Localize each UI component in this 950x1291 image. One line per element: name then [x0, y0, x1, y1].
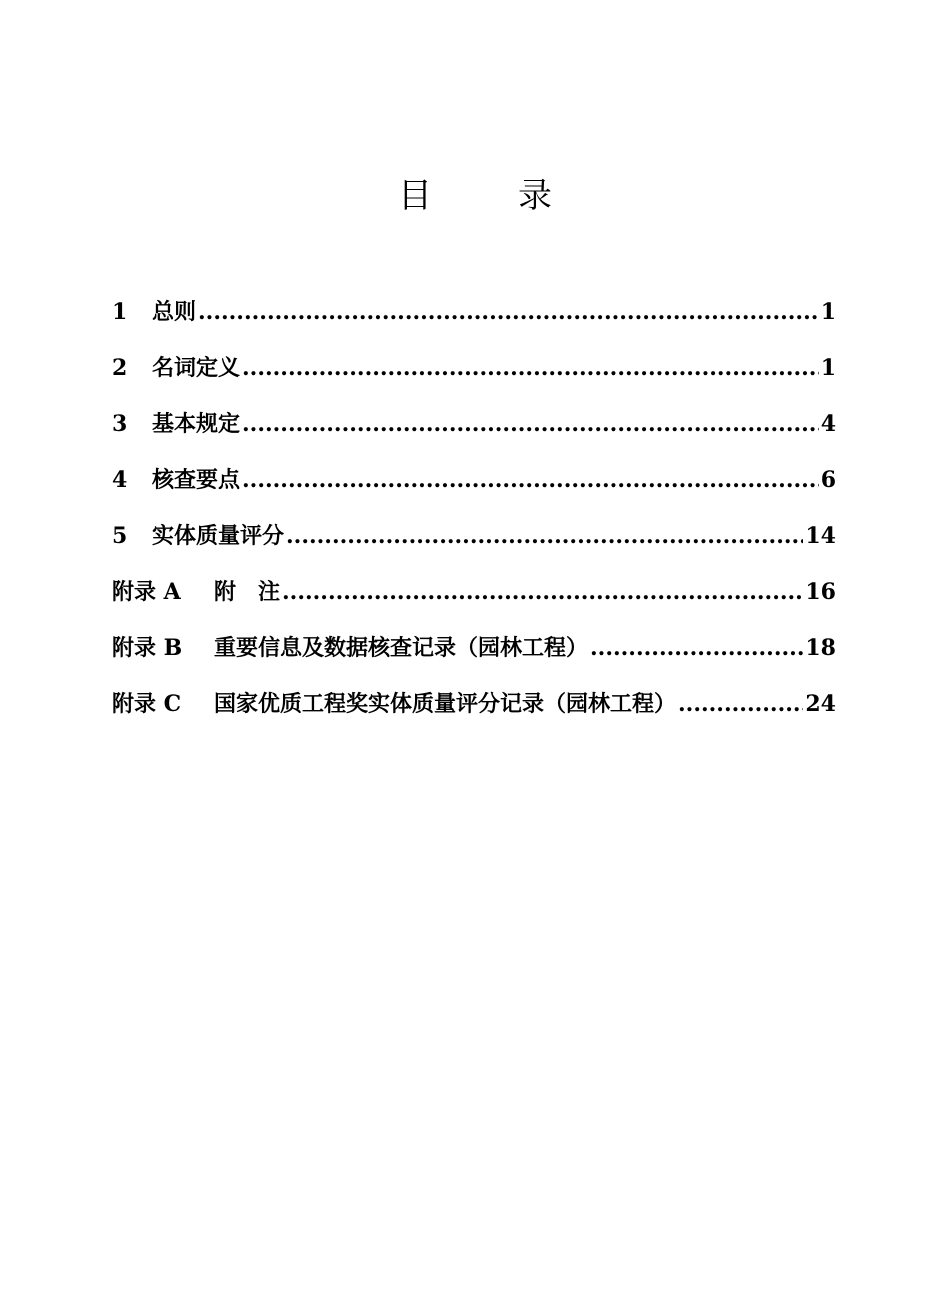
toc-entry-page: 24 — [805, 691, 836, 717]
toc-entry-number: 附录 B — [112, 635, 183, 661]
toc-entry-page: 4 — [820, 411, 836, 437]
toc-entry-number: 4 — [112, 467, 128, 493]
toc-dot-leader — [242, 460, 819, 500]
toc-entry-title: 国家优质工程奖实体质量评分记录（园林工程） — [214, 691, 677, 717]
toc-dot-leader — [590, 628, 803, 668]
page-title-char-2: 录 — [518, 176, 552, 216]
toc-dot-leader — [242, 348, 819, 388]
table-of-contents — [112, 292, 836, 740]
toc-entry-appendix-a[interactable] — [112, 572, 836, 628]
toc-entry-2[interactable] — [112, 348, 836, 404]
toc-entry-number: 附录 A — [112, 579, 181, 605]
toc-entry-title: 实体质量评分 — [152, 523, 285, 549]
toc-dot-leader — [198, 292, 819, 332]
toc-entry-title: 名词定义 — [152, 355, 241, 381]
toc-entry-title: 基本规定 — [152, 411, 241, 437]
toc-entry-number: 2 — [112, 355, 128, 381]
toc-dot-leader — [678, 684, 803, 724]
toc-entry-title: 重要信息及数据核查记录（园林工程） — [214, 635, 589, 661]
toc-entry-page: 1 — [820, 355, 836, 381]
toc-entry-number: 5 — [112, 523, 128, 549]
toc-entry-1[interactable] — [112, 292, 836, 348]
page-title-char-1: 目 — [398, 176, 432, 216]
toc-entry-3[interactable] — [112, 404, 836, 460]
toc-entry-4[interactable] — [112, 460, 836, 516]
toc-entry-page: 14 — [805, 523, 836, 549]
toc-entry-page: 18 — [805, 635, 836, 661]
toc-dot-leader — [286, 516, 803, 556]
toc-entry-number: 3 — [112, 411, 128, 437]
toc-entry-number: 附录 C — [112, 691, 182, 717]
toc-entry-title: 附 注 — [214, 579, 281, 605]
toc-entry-5[interactable] — [112, 516, 836, 572]
toc-dot-leader — [282, 572, 803, 612]
toc-entry-page: 16 — [805, 579, 836, 605]
toc-entry-page: 6 — [820, 467, 836, 493]
toc-entry-page: 1 — [820, 299, 836, 325]
page-title — [0, 172, 950, 220]
toc-entry-number: 1 — [112, 299, 128, 325]
toc-entry-appendix-b[interactable] — [112, 628, 836, 684]
toc-entry-title: 总则 — [152, 299, 197, 325]
toc-dot-leader — [242, 404, 819, 444]
toc-entry-title: 核查要点 — [152, 467, 241, 493]
toc-entry-appendix-c[interactable] — [112, 684, 836, 740]
